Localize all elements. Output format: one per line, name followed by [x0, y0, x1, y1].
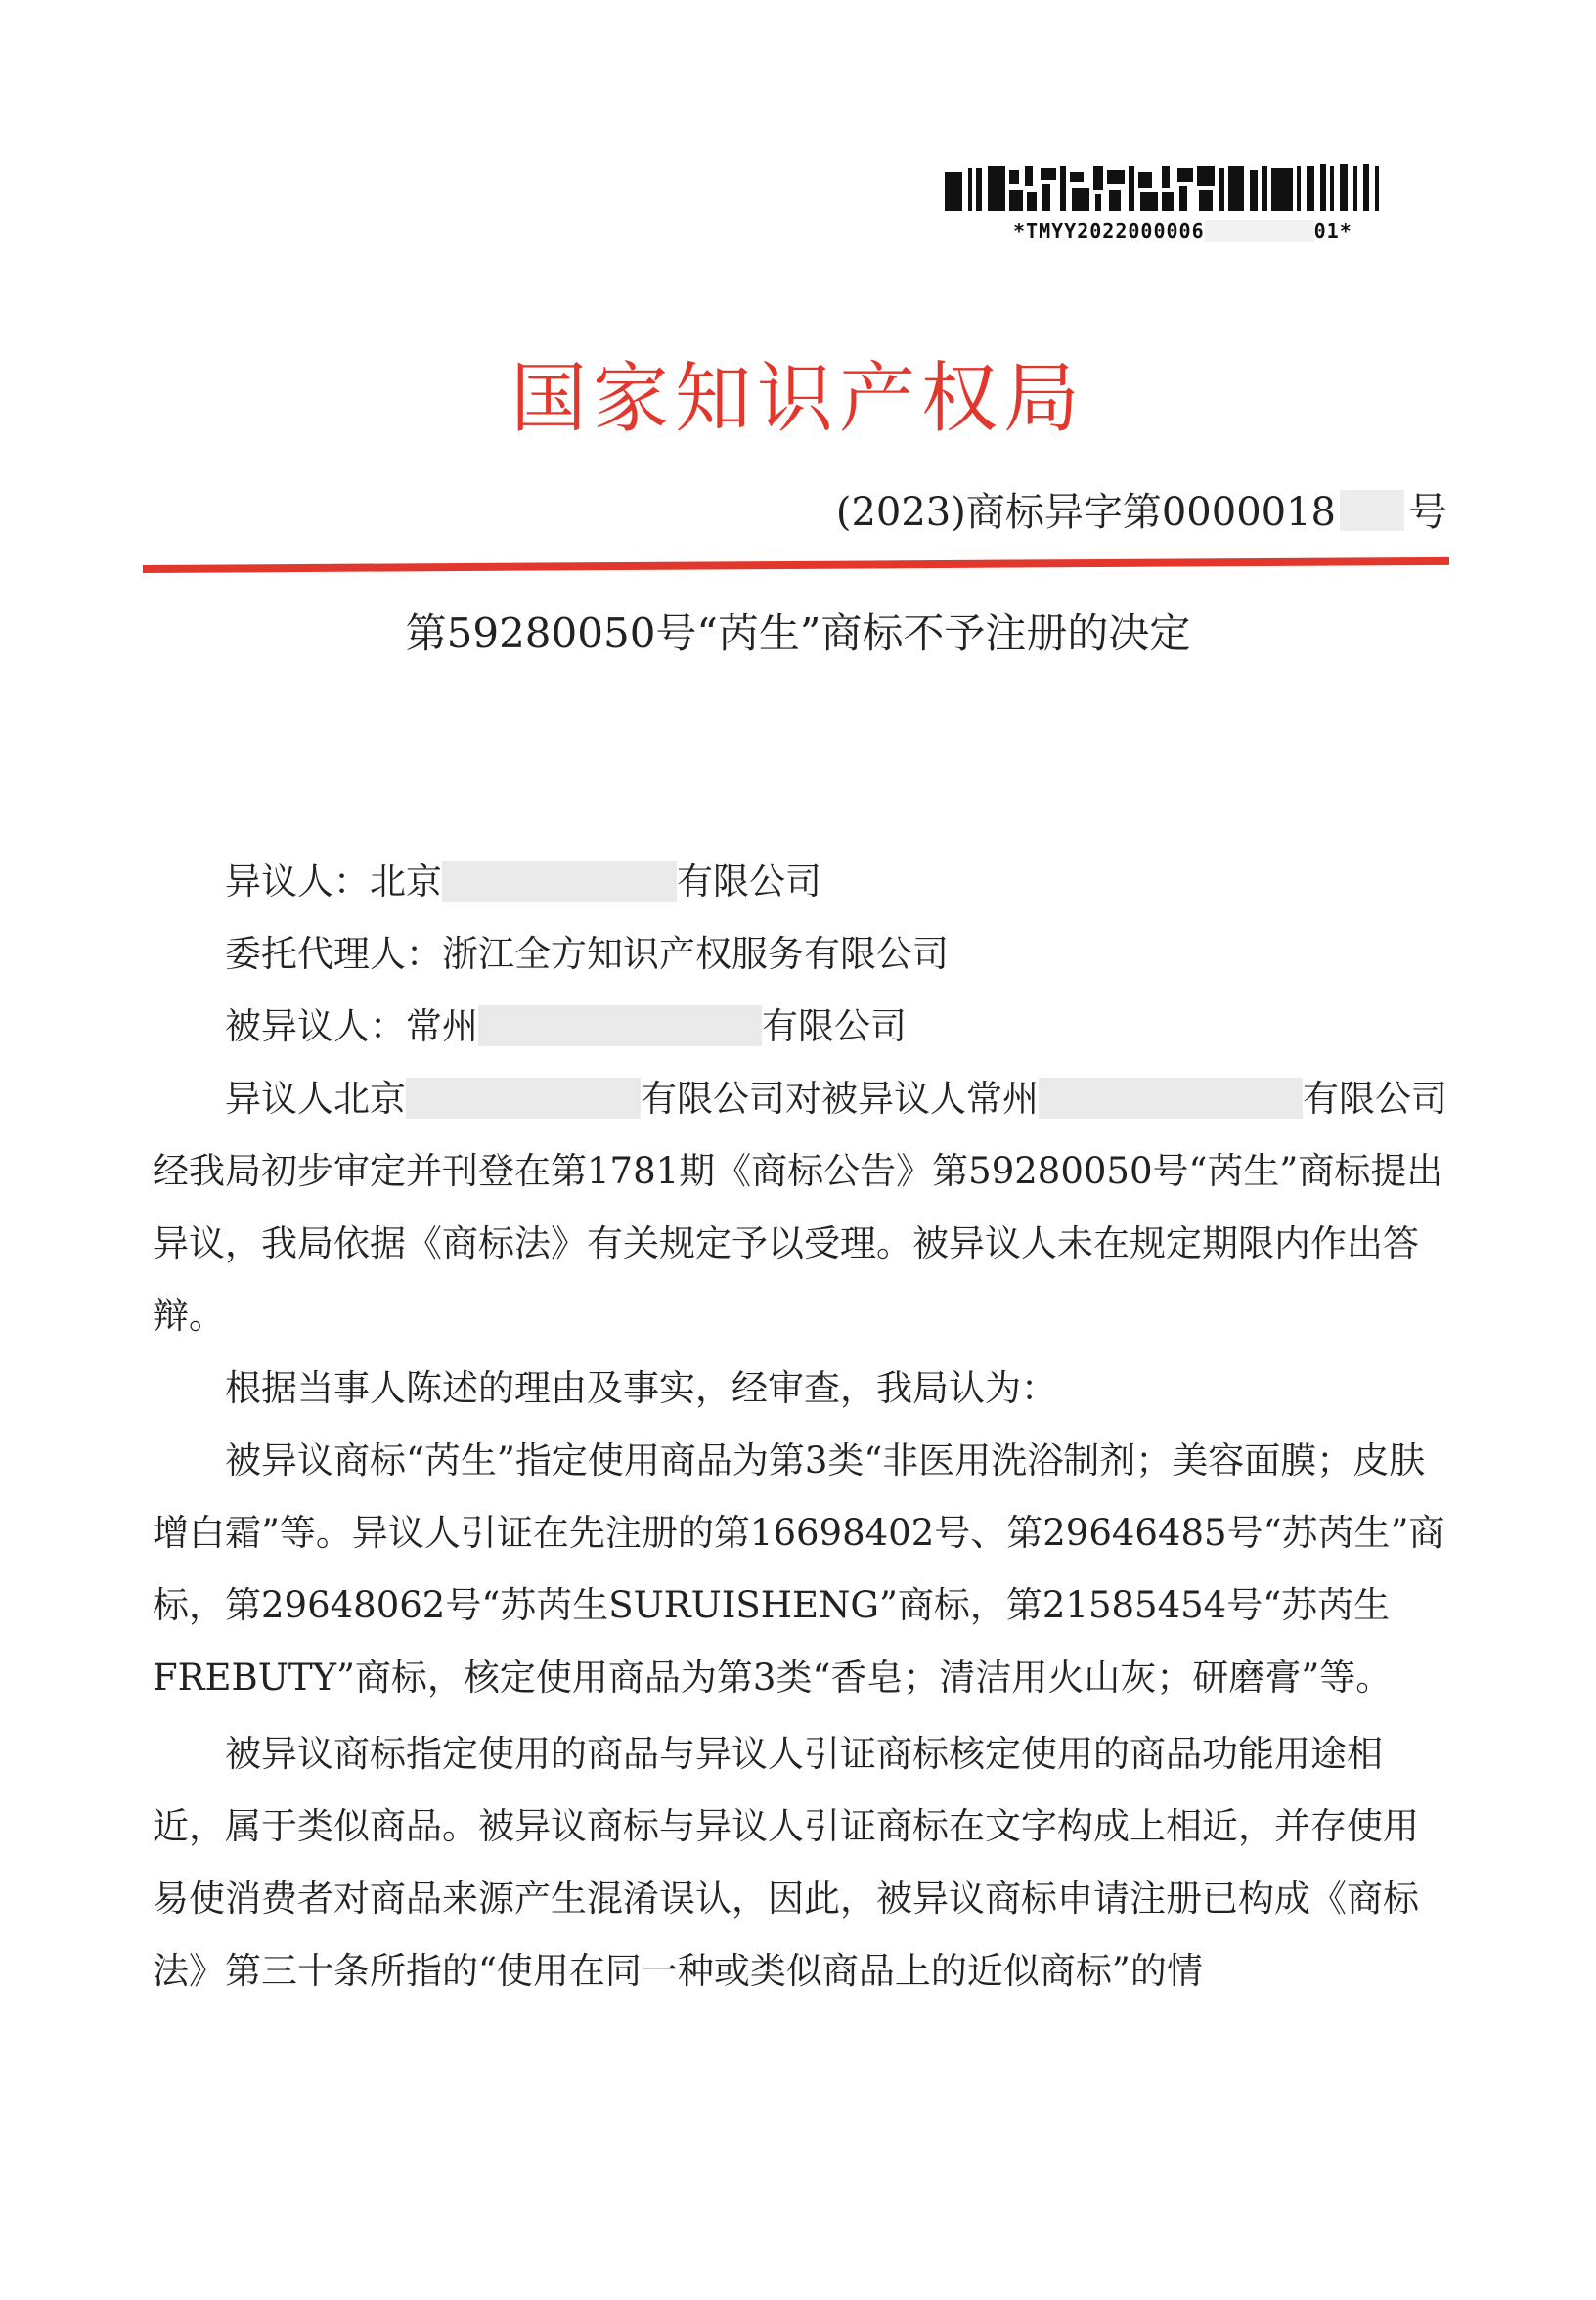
redaction-mask — [442, 861, 677, 902]
paragraph-review: 根据当事人陈述的理由及事实，经审查，我局认为： — [225, 1367, 1057, 1409]
decision-title: 第59280050号“芮生”商标不予注册的决定 — [405, 609, 1191, 657]
redaction-mask — [478, 1005, 762, 1046]
barcode-icon — [945, 162, 1395, 219]
office-name: 国家知识产权局 — [510, 355, 1086, 443]
agent-line: 委托代理人：浙江全方知识产权服务有限公司 — [225, 933, 949, 975]
redaction-mask — [406, 1078, 641, 1119]
paragraph-marks: 被异议商标“芮生”指定使用商品为第3类“非医用洗浴制剂；美容面膜；皮肤增白霜”等。异议人引证在先注册的第16698402号、第29646485号“苏芮生”商标，第29648062号“苏芮生SURUISHENG”商标，第21585454号“苏芮生FREBUTY”商标，核定使用商品为第3类“香皂；清洁用火山灰；研磨膏”等。 — [153, 1439, 1445, 1699]
red-divider — [143, 557, 1449, 573]
document-body — [153, 846, 1448, 2008]
barcode-block — [945, 162, 1395, 243]
redaction-mask — [1039, 1078, 1303, 1119]
paragraph-finding: 被异议商标指定使用的商品与异议人引证商标核定使用的商品功能用途相近，属于类似商品。被异议商标与异议人引证商标在文字构成上相近，并存使用易使消费者对商品来源产生混淆误认，因此，被异议商标申请注册已构成《商标法》第三十条所指的“使用在同一种或类似商品上的近似商标”的情 — [153, 1733, 1419, 1992]
redaction-mask — [1205, 220, 1314, 242]
opponent-line: 异议人：北京 有限公司 — [225, 861, 821, 903]
redaction-mask — [1340, 490, 1404, 531]
respondent-line: 被异议人：常州 有限公司 — [225, 1005, 907, 1047]
document-number: (2023)商标异字第0000018 号 — [835, 490, 1447, 535]
paragraph-opposition: 异议人北京 有限公司对被异议人常州 有限公司经我局初步审定并刊登在第1781期《商标公告》第59280050号“芮生”商标提出异议，我局依据《商标法》有关规定予以受理。被异议人未在规定期限内作出答辩。 — [153, 1078, 1447, 1337]
barcode-number: *TMYY2022000006 01* — [1013, 219, 1352, 243]
